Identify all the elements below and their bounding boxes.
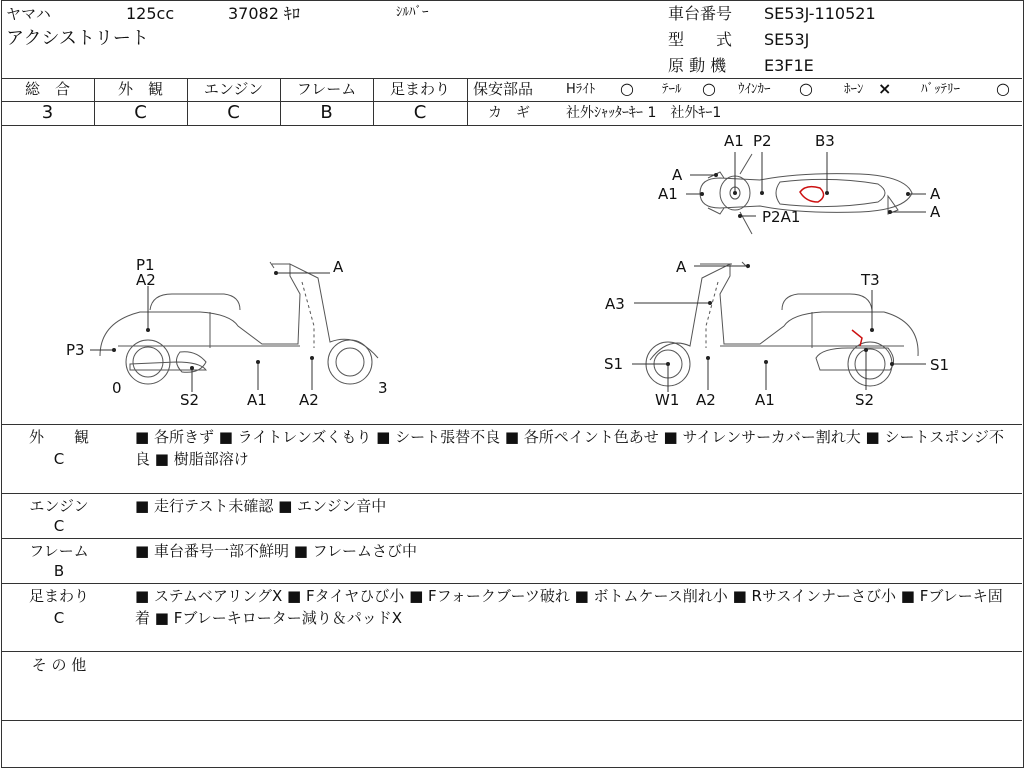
maker: ヤマハ bbox=[6, 5, 51, 23]
divider bbox=[467, 101, 1022, 102]
safety-item-horn: ﾎｰﾝ bbox=[844, 82, 864, 97]
exterior-label: 外 観 bbox=[117, 80, 163, 98]
diagram-label: B3 bbox=[815, 132, 835, 150]
safety-item-taillight: ﾃｰﾙ bbox=[662, 82, 682, 97]
safety-item-winker: ｳｲﾝｶｰ bbox=[738, 82, 771, 97]
divider bbox=[1, 424, 1022, 425]
safety-label: 保安部品 bbox=[473, 80, 534, 98]
safety-mark-winker: ○ bbox=[799, 79, 813, 98]
overall-grade: 3 bbox=[41, 102, 54, 123]
damage-mark-top bbox=[800, 187, 824, 202]
top-view-scooter bbox=[700, 154, 912, 234]
notes-exterior-label: 外 観 bbox=[28, 428, 89, 446]
safety-item-headlight: Hﾗｲﾄ bbox=[566, 82, 596, 97]
key-label: カ ギ bbox=[488, 105, 530, 121]
marker-dots bbox=[112, 173, 910, 370]
diagram-label: A3 bbox=[605, 295, 625, 313]
diagram-label: A bbox=[676, 258, 687, 276]
diagram-label: A bbox=[930, 203, 941, 221]
frame-no-label: 車台番号 bbox=[668, 4, 733, 23]
suspension-label: 足まわり bbox=[389, 80, 450, 98]
engine-grade: C bbox=[227, 102, 240, 123]
diagram-label: A1 bbox=[658, 185, 678, 203]
mileage: 37082 ｷﾛ bbox=[228, 4, 300, 23]
suspension-grade: C bbox=[413, 102, 427, 123]
displacement: 125cc bbox=[126, 4, 175, 23]
overall-label: 総 合 bbox=[24, 80, 70, 98]
divider bbox=[1, 651, 1022, 652]
type-label: 型 式 bbox=[668, 30, 733, 49]
diagram-label: A2 bbox=[696, 391, 716, 409]
diagram-label: S2 bbox=[180, 391, 200, 409]
diagram-label: S1 bbox=[604, 355, 624, 373]
divider bbox=[1, 538, 1022, 539]
divider bbox=[1, 78, 1022, 79]
engine-label: エンジン bbox=[203, 80, 264, 98]
frame-grade: B bbox=[320, 102, 333, 123]
frame-no: SE53J-110521 bbox=[764, 4, 876, 23]
diagram-label: P1 bbox=[136, 256, 155, 274]
diagram-label: A bbox=[333, 258, 344, 276]
frame-label: フレーム bbox=[296, 80, 357, 98]
diagram-label: 3 bbox=[378, 379, 388, 397]
model-name: アクシストリート bbox=[6, 28, 149, 49]
diagram-label: P3 bbox=[66, 341, 85, 359]
diagram-label: T3 bbox=[861, 271, 880, 289]
damage-mark-side bbox=[852, 330, 862, 346]
diagram-label: P2A1 bbox=[762, 208, 801, 226]
notes-other-label: そ の 他 bbox=[31, 656, 87, 674]
notes-frame-grade: B bbox=[53, 562, 65, 580]
divider bbox=[1, 720, 1022, 721]
engine-model: E3F1E bbox=[764, 56, 814, 75]
notes-suspension-text: ■ ステムベアリングX ■ Fタイヤひび小 ■ Fフォークブーツ破れ ■ ボトムケース削れ小 ■ Rサスインナーさび小 ■ Fブレーキ固着 ■ Fブレーキローター減り＆パッドX bbox=[135, 587, 1003, 627]
notes-exterior-grade: C bbox=[53, 450, 65, 468]
notes-exterior-text: ■ 各所きず ■ ライトレンズくもり ■ シート張替不良 ■ 各所ペイント色あせ ■ サイレンサーカバー割れ大 ■ シートスポンジ不良 ■ 樹脂部溶け bbox=[135, 428, 1004, 468]
notes-suspension-grade: C bbox=[53, 609, 65, 627]
divider bbox=[467, 78, 468, 125]
key-value: 社外ｼｬｯﾀｰｷｰ 1 社外ｷｰ1 bbox=[566, 105, 722, 121]
diagram-label: S2 bbox=[855, 391, 875, 409]
diagram-label: A2 bbox=[136, 271, 156, 289]
notes-frame-text: ■ 車台番号一部不鮮明 ■ フレームさび中 bbox=[135, 542, 418, 560]
divider bbox=[1, 583, 1022, 584]
notes-suspension bbox=[0, 585, 1024, 649]
diagram-label: A bbox=[672, 166, 683, 184]
notes-engine bbox=[0, 495, 1024, 537]
safety-item-battery: ﾊﾞｯﾃﾘｰ bbox=[921, 82, 960, 97]
diagram-label: P2 bbox=[753, 132, 772, 150]
diagram-label: S1 bbox=[930, 356, 950, 374]
notes-exterior bbox=[0, 426, 1024, 492]
diagram-label: 0 bbox=[112, 379, 122, 397]
notes-engine-grade: C bbox=[53, 517, 65, 535]
exterior-grade: C bbox=[134, 102, 147, 123]
diagram-label: A1 bbox=[724, 132, 744, 150]
diagram-label: W1 bbox=[655, 391, 680, 409]
notes-frame-label: フレーム bbox=[29, 542, 89, 560]
safety-mark-taillight: ○ bbox=[702, 79, 716, 98]
color: ｼﾙﾊﾞｰ bbox=[396, 5, 429, 20]
diagram-label: A bbox=[930, 185, 941, 203]
damage-diagram bbox=[0, 126, 1024, 424]
divider bbox=[1, 493, 1022, 494]
diagram-label: A1 bbox=[247, 391, 267, 409]
engine-model-label: 原 動 機 bbox=[668, 56, 727, 75]
notes-other bbox=[0, 654, 1024, 718]
notes-suspension-label: 足まわり bbox=[28, 587, 89, 605]
notes-engine-text: ■ 走行テスト未確認 ■ エンジン音中 bbox=[135, 497, 387, 515]
notes-engine-label: エンジン bbox=[29, 497, 89, 515]
diagram-label: A2 bbox=[299, 391, 319, 409]
safety-mark-battery: ○ bbox=[996, 79, 1010, 98]
safety-mark-horn: × bbox=[878, 79, 892, 98]
diagram-label: A1 bbox=[755, 391, 775, 409]
notes-frame bbox=[0, 540, 1024, 582]
type-value: SE53J bbox=[764, 30, 810, 49]
safety-mark-headlight: ○ bbox=[620, 79, 634, 98]
